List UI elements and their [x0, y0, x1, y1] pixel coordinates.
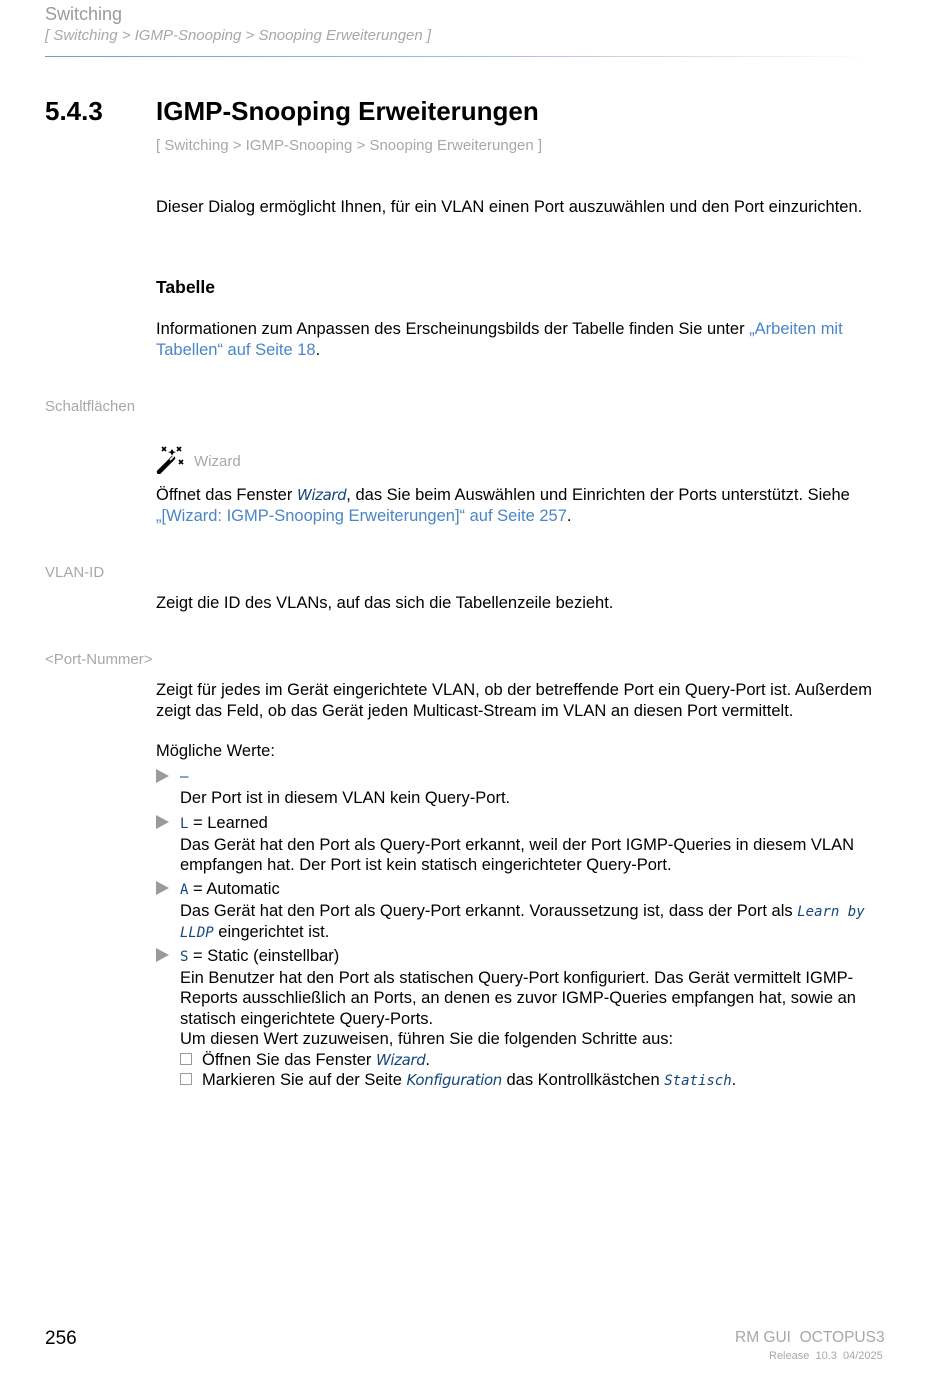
value-item-learned: L = Learned Das Gerät hat den Port als Query-Port erkannt, weil der Port IGMP-Queries in diesem VLAN empfangen hat. Der Port ist kein statisch eingerichteter Query-Port. [180, 814, 855, 874]
wizard-description: Öffnet das Fenster Wizard, das Sie beim Auswählen und Einrichten der Ports unterstützt. Siehe „[Wizard: IGMP-Snooping Erweiterungen]“ auf Seite 257. [156, 486, 850, 525]
vlan-id-label: VLAN-ID [45, 564, 105, 581]
step-checkbox-icon [180, 1073, 192, 1085]
learn-by-lldp-value: Learn by [797, 903, 865, 920]
port-nummer-label: <Port-Nummer> [45, 651, 153, 668]
learn-by-lldp-value-cont: LLDP [180, 925, 214, 941]
section-number: 5.4.3 [45, 96, 103, 126]
footer-doc-name: RM GUI OCTOPUS3 [735, 1329, 885, 1346]
page-number: 256 [45, 1328, 77, 1349]
bullet-triangle-icon [156, 815, 169, 829]
value-code: S [180, 949, 189, 965]
wizard-ui-name: Wizard [296, 486, 347, 504]
tabelle-text: Informationen zum Anpassen des Erscheinungsbilds der Tabelle finden Sie unter [156, 320, 750, 338]
header-divider [45, 56, 875, 57]
section-intro: Dieser Dialog ermöglicht Ihnen, für ein VLAN einen Port auszuwählen und den Port einzurichten. [156, 198, 863, 216]
tabelle-heading: Tabelle [156, 277, 216, 297]
section-breadcrumb: [ Switching > IGMP-Snooping > Snooping Erweiterungen ] [156, 137, 543, 154]
port-nummer-description: Zeigt für jedes im Gerät eingerichtete VLAN, ob der betreffende Port ein Query-Port ist. Außerdem zeigt das Feld, ob das Gerät jeden Multicast-Stream im VLAN an diesen Port vermittelt. [156, 681, 872, 720]
value-item-static: S = Static (einstellbar) Ein Benutzer hat den Port als statischen Query-Port konfiguriert. Das Gerät vermittelt IGMP- Reports ausschließlich an Ports, an denen es zuvor IGMP-Queries empfangen hat, sowie an statisch eingerichtete Query-Ports. Um diesen Wert zuzuweisen, führen Sie die folgenden Schritte aus: Öffnen Sie das Fenster Wizard. Markieren Sie auf der Seite Konfiguration das Kontrollkästchen Statisch. [180, 947, 856, 1089]
wizard-cross-ref-link[interactable]: „[Wizard: IGMP-Snooping Erweiterungen]“ auf Seite 257 [156, 506, 567, 525]
tabelle-link[interactable]: „Arbeiten mit Tabellen“ auf Seite 18 [156, 320, 843, 359]
footer-release: Release 10.3 04/2025 [769, 1350, 883, 1362]
running-header-breadcrumb: [ Switching > IGMP-Snooping > Snooping Erweiterungen ] [45, 27, 432, 44]
possible-values-heading: Mögliche Werte: [156, 742, 275, 760]
step-checkbox-icon [180, 1053, 192, 1065]
bullet-triangle-icon [156, 948, 169, 962]
wizard-button-label[interactable]: Wizard [194, 453, 241, 470]
running-header-title: Switching [45, 4, 123, 24]
value-code: L [180, 816, 189, 832]
bullet-triangle-icon [156, 769, 169, 783]
wizard-ui-name: Wizard [375, 1050, 426, 1069]
schaltflaechen-label: Schaltflächen [45, 398, 136, 415]
value-item-automatic: A = Automatic Das Gerät hat den Port als Query-Port erkannt. Voraussetzung ist, dass der Port als Learn by LLDP eingerichtet ist. [180, 880, 865, 941]
value-code: A [180, 882, 189, 898]
vlan-id-description: Zeigt die ID des VLANs, auf das sich die Tabellenzeile bezieht. [156, 594, 614, 612]
tabelle-period: . [315, 340, 321, 359]
statisch-value: Statisch [664, 1073, 732, 1089]
magic-wand-icon[interactable] [156, 446, 186, 474]
tabelle-paragraph [156, 319, 896, 360]
bullet-triangle-icon [156, 881, 169, 895]
value-item-none: – Der Port ist in diesem VLAN kein Query-Port. [180, 769, 511, 807]
section-title: IGMP-Snooping Erweiterungen [156, 96, 539, 126]
konfiguration-ui-name: Konfiguration [406, 1071, 502, 1089]
value-code: – [180, 769, 189, 785]
